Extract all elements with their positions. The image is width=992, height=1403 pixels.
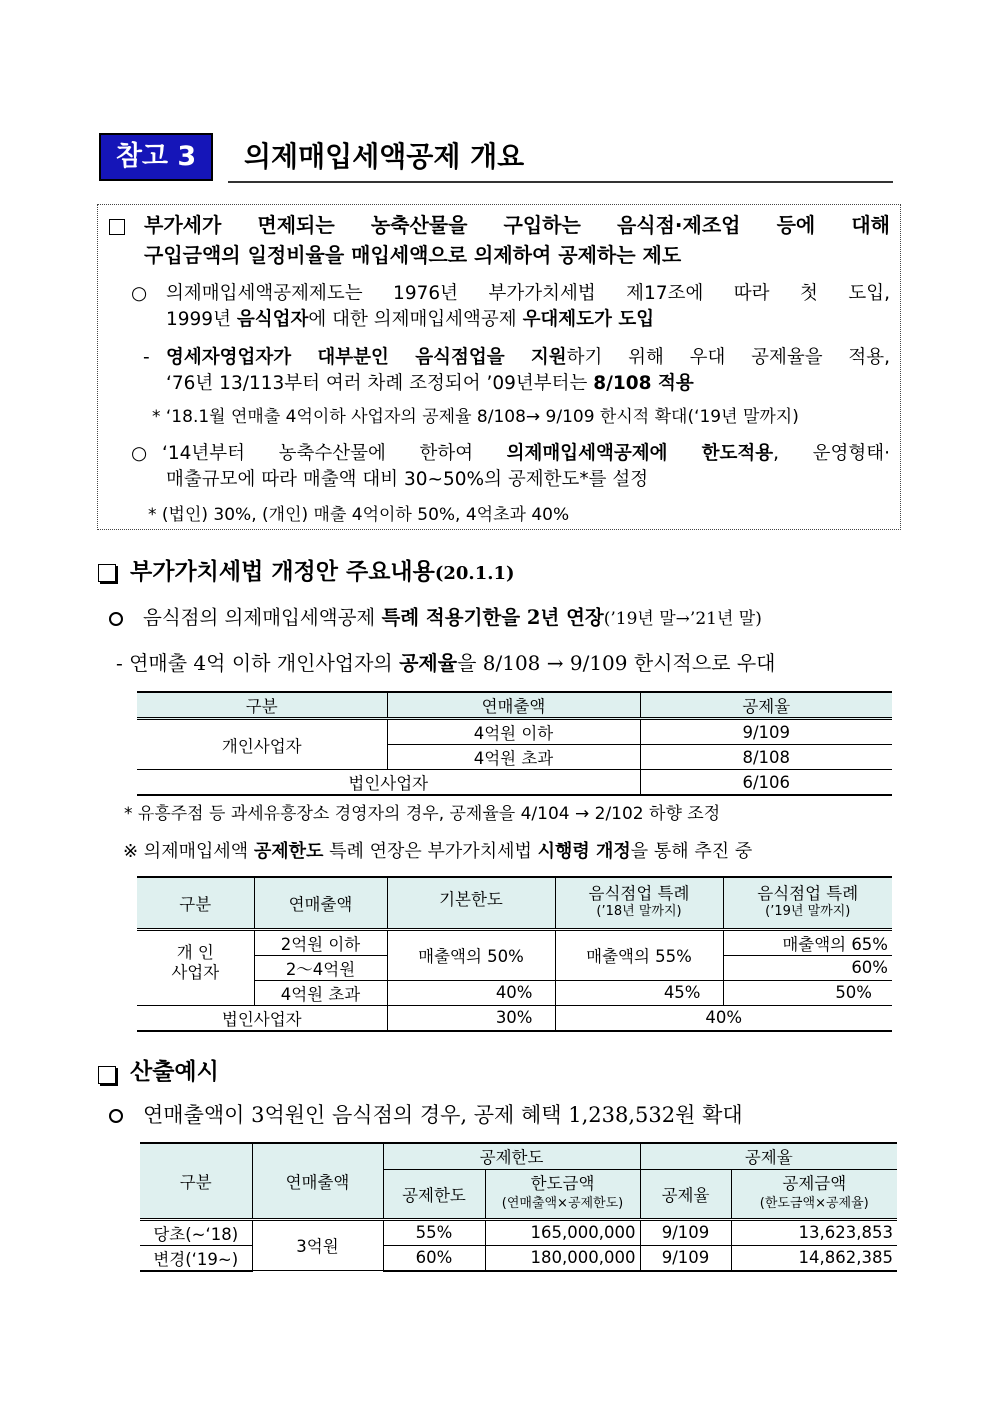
summary-line-2: 구입금액의 일정비율을 매입세액으로 의제하여 공제하는 제도 bbox=[144, 243, 682, 267]
corp-special-cell: 40% bbox=[555, 1005, 892, 1031]
deduction-rate-table bbox=[137, 691, 892, 796]
th-deduction-rate: 공제율 bbox=[640, 692, 892, 719]
section-1-title: 부가가치세법 개정안 주요내용(20.1.1) bbox=[130, 558, 515, 585]
th-special-18: 음식점업 특례 (’18년 말까지) bbox=[555, 877, 723, 929]
dash-1-line-2: ‘76년 13/113부터 여러 차례 조정되어 ’09년부터는 8/108 적용 bbox=[166, 373, 694, 394]
bullet-2-line-1: ‘14년부터 농축수산물에 한하여 의제매입세액공제에 한도적용, 운영형태· bbox=[162, 443, 890, 464]
amount-cell: 180,000,000 bbox=[485, 1245, 640, 1271]
base-limit-merged: 매출액의 50% bbox=[387, 929, 555, 980]
special-18-merged: 매출액의 55% bbox=[555, 929, 723, 980]
th-annual-sales: 연매출액 bbox=[252, 1143, 383, 1219]
section-1-dash: - 연매출 4억 이하 개인사업자의 공제율을 8/108 → 9/109 한시적으로 우대 bbox=[116, 651, 776, 675]
th-annual-sales: 연매출액 bbox=[387, 692, 640, 719]
deduction-cell: 13,623,853 bbox=[731, 1219, 897, 1245]
rate-cell: 9/109 bbox=[640, 1219, 731, 1245]
checkbox-square-icon bbox=[109, 219, 125, 235]
personal-business-cell: 개 인 사업자 bbox=[137, 929, 254, 1005]
deduction-cell: 14,862,385 bbox=[731, 1245, 897, 1271]
note-1: * ‘18.1월 연매출 4억이하 사업자의 공제율 8/108→ 9/109 한시적 확대(‘19년 말까지) bbox=[152, 407, 799, 427]
summary-line-1: 부가세가 면제되는 농축산물을 구입하는 음식점·제조업 등에 대해 bbox=[144, 213, 890, 237]
dash-bullet: - bbox=[143, 347, 150, 368]
th-limit-amount: 한도금액 (연매출액×공제한도) bbox=[485, 1169, 640, 1219]
limit-cell: 60% bbox=[383, 1245, 485, 1271]
special-19-cell: 매출액의 65% bbox=[723, 929, 892, 955]
sales-cell: 2～4억원 bbox=[254, 955, 387, 980]
corporate-business-cell: 법인사업자 bbox=[137, 770, 640, 796]
circle-bullet-icon: ○ bbox=[131, 443, 148, 464]
th-group-rate: 공제율 bbox=[640, 1143, 897, 1169]
th-category: 구분 bbox=[140, 1143, 252, 1219]
rate-cell: 9/109 bbox=[640, 1245, 731, 1271]
section-square-icon bbox=[98, 564, 116, 582]
th-group-limit: 공제한도 bbox=[383, 1143, 640, 1169]
row-label-before: 당초(~‘18) bbox=[140, 1219, 252, 1245]
section-1-bullet: 음식점의 의제매입세액공제 특례 적용기한을 2년 연장(’19년 말→’21년 말) bbox=[143, 606, 762, 629]
section-square-icon bbox=[98, 1066, 116, 1084]
th-deduction-amount: 공제금액 (한도금액×공제율) bbox=[731, 1169, 897, 1219]
rate-cell: 9/109 bbox=[640, 719, 892, 745]
sales-cell: 2억원 이하 bbox=[254, 929, 387, 955]
special-19-cell: 50% bbox=[723, 980, 892, 1005]
limit-cell: 55% bbox=[383, 1219, 485, 1245]
th-annual-sales: 연매출액 bbox=[254, 877, 387, 929]
special-18-cell: 45% bbox=[555, 980, 723, 1005]
sales-cell: 3억원 bbox=[252, 1219, 383, 1271]
sales-cell: 4억원 초과 bbox=[387, 745, 640, 770]
section-2-title: 산출예시 bbox=[130, 1058, 219, 1085]
bullet-1-line-1: 의제매입세액공제제도는 1976년 부가가치세법 제17조에 따라 첫 도입, bbox=[166, 283, 890, 304]
th-limit: 공제한도 bbox=[383, 1169, 485, 1219]
note-2: * (법인) 30%, (개인) 매출 4억이하 50%, 4억초과 40% bbox=[148, 505, 570, 525]
rate-cell: 8/108 bbox=[640, 745, 892, 770]
section-2-bullet: 연매출액이 3억원인 음식점의 경우, 공제 혜택 1,238,532원 확대 bbox=[143, 1103, 743, 1127]
base-limit-cell: 40% bbox=[387, 980, 555, 1005]
circle-bullet-icon: ○ bbox=[131, 283, 148, 304]
reference-badge: 참고 3 bbox=[99, 133, 213, 181]
rate-cell: 6/106 bbox=[640, 770, 892, 796]
special-19-cell: 60% bbox=[723, 955, 892, 980]
sales-cell: 4억원 초과 bbox=[254, 980, 387, 1005]
title-underline bbox=[228, 181, 893, 183]
amount-cell: 165,000,000 bbox=[485, 1219, 640, 1245]
bullet-1-line-2: 1999년 음식업자에 대한 의제매입세액공제 우대제도가 도입 bbox=[166, 309, 655, 330]
star-note: * 유흥주점 등 과세유흥장소 경영자의 경우, 공제율을 4/104 → 2/102 하향 조정 bbox=[124, 804, 721, 824]
page-title: 의제매입세액공제 개요 bbox=[244, 140, 525, 173]
th-category: 구분 bbox=[137, 692, 387, 719]
th-base-limit: 기본한도 bbox=[387, 877, 555, 929]
circle-bullet-icon bbox=[109, 612, 123, 626]
corp-base-cell: 30% bbox=[387, 1005, 555, 1031]
personal-business-cell: 개인사업자 bbox=[137, 719, 387, 770]
circle-bullet-icon bbox=[109, 1109, 123, 1123]
calculation-example-table bbox=[140, 1142, 897, 1272]
corporate-business-cell: 법인사업자 bbox=[137, 1005, 387, 1031]
th-special-19: 음식점업 특례 (’19년 말까지) bbox=[723, 877, 892, 929]
row-label-after: 변경(‘19~) bbox=[140, 1245, 252, 1271]
deduction-limit-table bbox=[137, 876, 892, 1032]
reference-note: ※ 의제매입세액 공제한도 특례 연장은 부가가치세법 시행령 개정을 통해 추진 중 bbox=[123, 841, 753, 862]
bullet-2-line-2: 매출규모에 따라 매출액 대비 30~50%의 공제한도*를 설정 bbox=[166, 469, 649, 490]
th-category: 구분 bbox=[137, 877, 254, 929]
sales-cell: 4억원 이하 bbox=[387, 719, 640, 745]
th-rate: 공제율 bbox=[640, 1169, 731, 1219]
dash-1-line-1: 영세자영업자가 대부분인 음식점업을 지원하기 위해 우대 공제율을 적용, bbox=[166, 347, 890, 368]
